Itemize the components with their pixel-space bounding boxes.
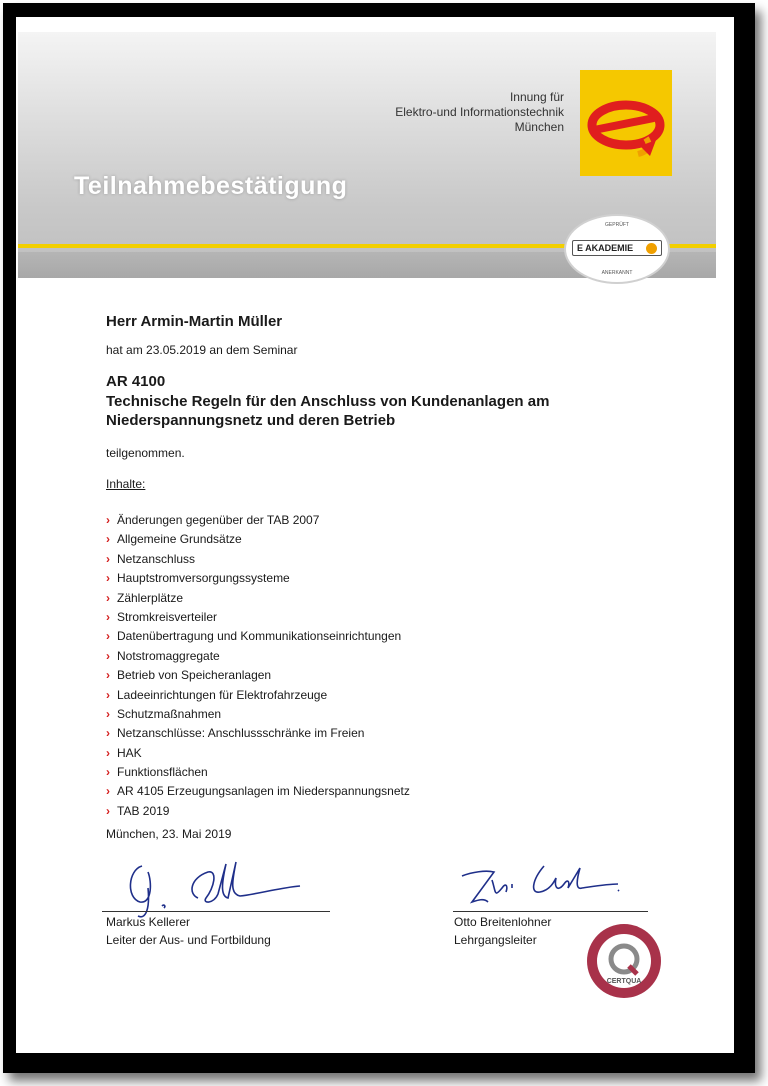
chevron-right-icon: › (106, 803, 110, 818)
content-list-item (106, 763, 410, 782)
place-date: München, 23. Mai 2019 (106, 827, 232, 841)
content-item-text: Funktionsflächen (117, 765, 208, 780)
certqua-seal (585, 922, 663, 1000)
seal-top-text: GEPRÜFT (605, 222, 629, 228)
chevron-right-icon: › (106, 668, 110, 683)
signature-line (102, 911, 330, 912)
contents-label: Inhalte: (106, 477, 146, 491)
seal-label-box (572, 240, 662, 256)
signer-name: Markus Kellerer (106, 915, 191, 929)
content-item-text: Datenübertragung und Kommunikationseinrichtungen (117, 629, 402, 644)
content-item-text: Ladeeinrichtungen für Elektrofahrzeuge (117, 687, 328, 702)
organization-name (395, 90, 564, 135)
content-list-item (106, 511, 410, 530)
content-item-text: Notstromaggregate (117, 648, 220, 663)
content-item-text: Betrieb von Speicheranlagen (117, 668, 272, 683)
content-list-item (106, 782, 410, 801)
content-item-text: AR 4105 Erzeugungsanlagen im Niederspannungsnetz (117, 784, 410, 799)
chevron-right-icon: › (106, 609, 110, 624)
certqua-label: CERTQUA (606, 978, 642, 985)
recipient-name: Herr Armin-Martin Müller (106, 313, 283, 330)
content-list-item (106, 530, 410, 549)
content-list-item (106, 550, 410, 569)
contents-list (106, 511, 410, 821)
content-item-text: HAK (117, 745, 142, 760)
chevron-right-icon: › (106, 571, 110, 586)
chevron-right-icon: › (106, 784, 110, 799)
content-list-item (106, 569, 410, 588)
content-item-text: Allgemeine Grundsätze (117, 532, 242, 547)
content-list-item (106, 647, 410, 666)
organization-line: Elektro-und Informationstechnik (395, 105, 564, 119)
seal-logo-icon (646, 243, 657, 254)
content-item-text: Schutzmaßnahmen (117, 706, 222, 721)
content-item-text: TAB 2019 (117, 803, 170, 818)
innung-logo (580, 70, 672, 176)
signer-role: Leiter der Aus- und Fortbildung (106, 933, 271, 947)
chevron-right-icon: › (106, 629, 110, 644)
signer-name: Otto Breitenlohner (454, 915, 552, 929)
chevron-right-icon: › (106, 590, 110, 605)
content-list-item (106, 802, 410, 821)
content-item-text: Änderungen gegenüber der TAB 2007 (117, 513, 320, 527)
content-item-text: Hauptstromversorgungssysteme (117, 571, 290, 586)
seminar-title: Technische Regeln für den Anschluss von Kundenanlagen am Niederspannungsnetz und deren Betrieb (106, 393, 550, 429)
signer-role: Lehrgangsleiter (454, 933, 537, 947)
header-banner (18, 32, 716, 278)
signature-line (453, 911, 648, 912)
content-list-item (106, 744, 410, 763)
chevron-right-icon: › (106, 551, 110, 566)
chevron-right-icon: › (106, 745, 110, 760)
content-list-item (106, 705, 410, 724)
akademie-seal (564, 214, 670, 284)
e-logo-icon (580, 70, 672, 176)
content-list-item (106, 724, 410, 743)
content-item-text: Zählerplätze (117, 590, 184, 605)
content-list-item (106, 627, 410, 646)
chevron-right-icon: › (106, 687, 110, 702)
content-list-item (106, 589, 410, 608)
certqua-seal-icon (585, 922, 663, 1000)
content-list-item (106, 666, 410, 685)
signature-breitenlohner (458, 858, 628, 918)
chevron-right-icon: › (106, 513, 110, 527)
content-item-text: Stromkreisverteiler (117, 609, 218, 624)
chevron-right-icon: › (106, 726, 110, 741)
seal-label: E AKADEMIE (577, 243, 634, 253)
chevron-right-icon: › (106, 648, 110, 663)
intro-text: hat am 23.05.2019 an dem Seminar (106, 343, 298, 357)
content-item-text: Netzanschluss (117, 551, 196, 566)
page-title: Teilnahmebestätigung (74, 172, 348, 200)
chevron-right-icon: › (106, 706, 110, 721)
participated-text: teilgenommen. (106, 446, 185, 460)
organization-line: München (514, 120, 564, 134)
content-list-item (106, 608, 410, 627)
chevron-right-icon: › (106, 765, 110, 780)
chevron-right-icon: › (106, 532, 110, 547)
seminar-code: AR 4100 (106, 373, 166, 390)
organization-line: Innung für (509, 90, 564, 104)
content-list-item (106, 686, 410, 705)
content-item-text: Netzanschlüsse: Anschlussschränke im Freien (117, 726, 365, 741)
seal-bottom-text: ANERKANNT (601, 270, 633, 276)
